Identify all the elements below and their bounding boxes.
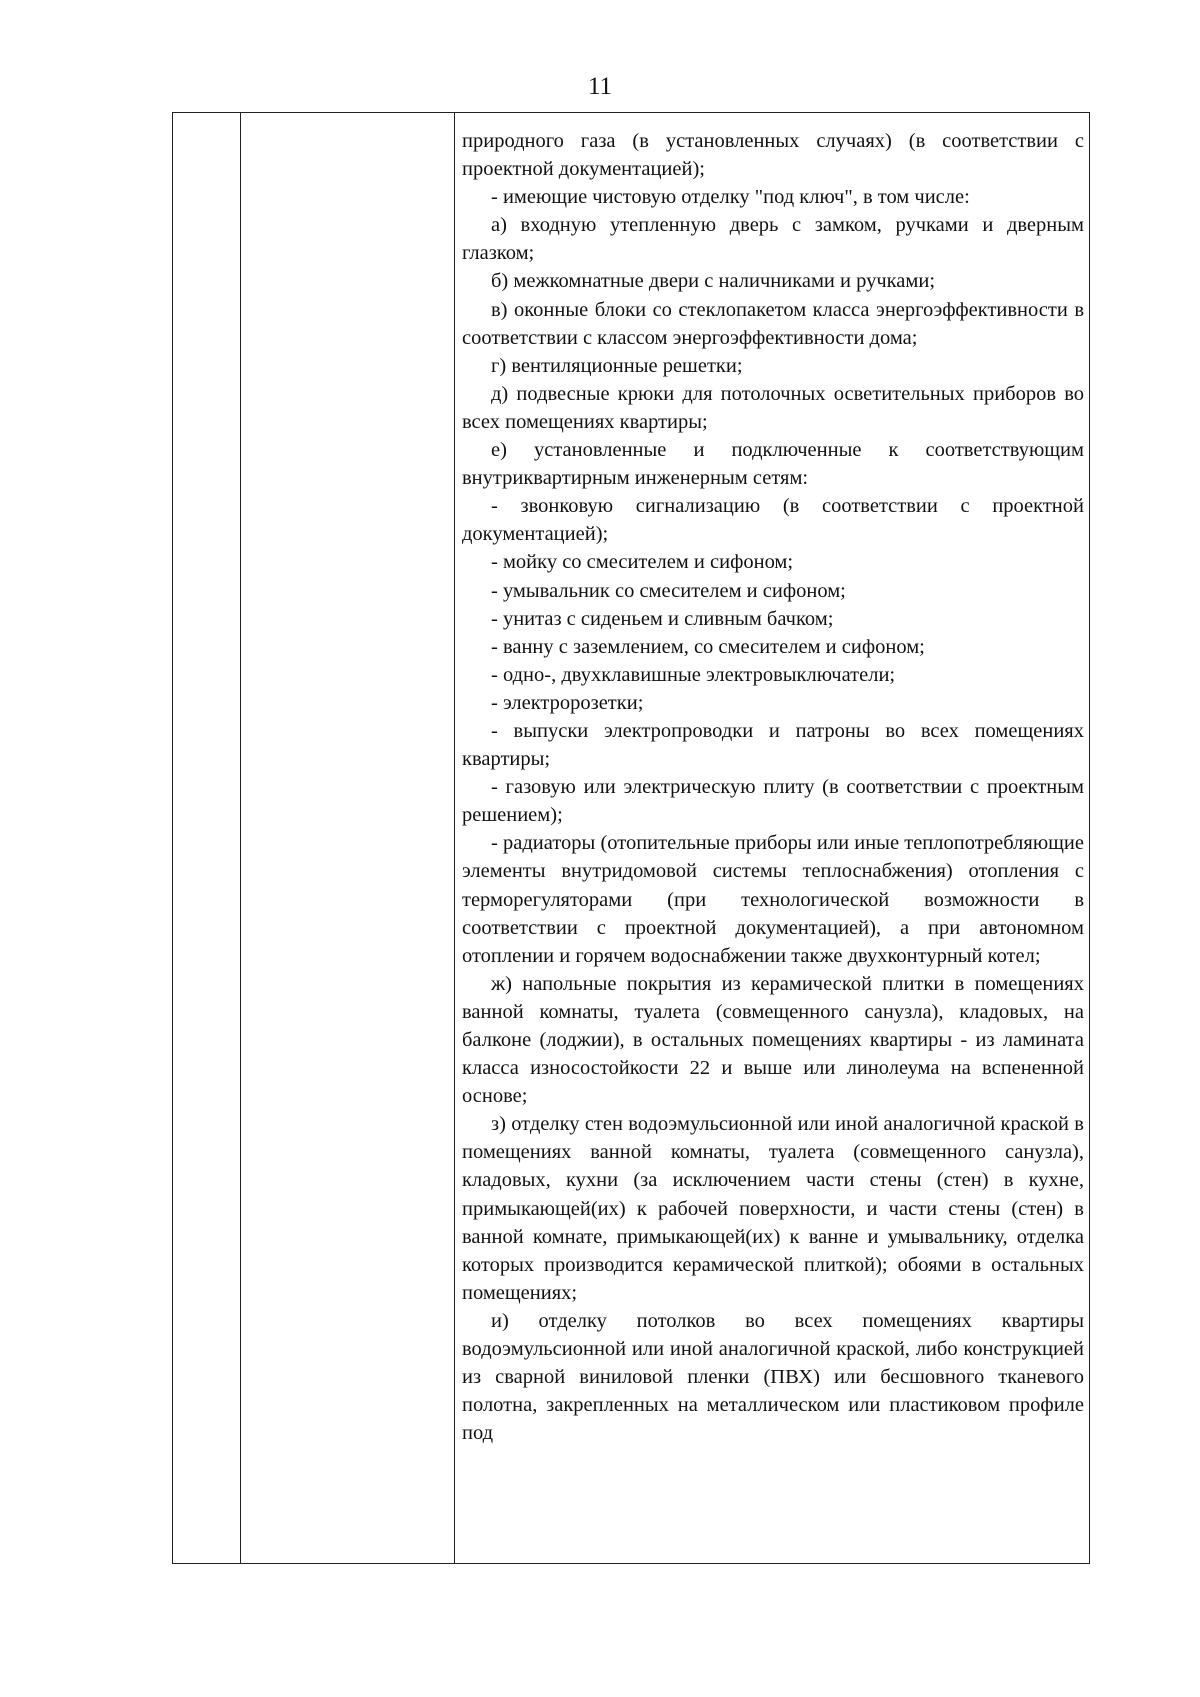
requirement-paragraph: а) входную утепленную дверь с замком, ручками и дверным глазком;	[462, 214, 1084, 265]
requirement-paragraph: з) отделку стен водоэмульсионной или иной аналогичной краской в помещениях ванной комнаты, туалета (совмещенного санузла), кладовых, кухни (за исключением части стены (стен) в кухне, примыкающей(их) к рабочей поверхности, и части стены (стен) в ванной комнате, примыкающей(их) к ванне и умывальнику, отделка которых производится керамической плиткой); обоями в остальных помещениях;	[462, 1113, 1084, 1304]
requirement-paragraph: - мойку со смесителем и сифоном;	[491, 551, 794, 574]
requirement-paragraph: - умывальник со смесителем и сифоном;	[491, 579, 846, 602]
table-cell-name	[241, 113, 455, 1564]
table-cell-number	[173, 113, 241, 1564]
table-row	[173, 113, 1090, 1564]
requirements-text	[455, 113, 1089, 1447]
document-table	[172, 112, 1090, 1564]
requirement-paragraph: б) межкомнатные двери с наличниками и ручками;	[491, 270, 936, 293]
table-cell-requirements	[455, 113, 1090, 1564]
requirement-paragraph: - имеющие чистовую отделку "под ключ", в том числе:	[491, 186, 970, 209]
requirement-paragraph: ж) напольные покрытия из керамической плитки в помещениях ванной комнаты, туалета (совмещенного санузла), кладовых, на балконе (лоджии), в остальных помещениях квартиры - из ламината класса износостойкости 22 и выше или линолеума на вспененной основе;	[462, 972, 1084, 1108]
requirement-paragraph: е) установленные и подключенные к соответствующим внутриквартирным инженерным сетям:	[462, 439, 1084, 490]
requirement-paragraph: - радиаторы (отопительные приборы или иные теплопотребляющие элементы внутридомовой системы теплоснабжения) отопления с терморегуляторами (при технологической возможности в соответствии с проектной документацией), а при автономном отоплении и горячем водоснабжении также двухконтурный котел;	[462, 832, 1084, 967]
requirement-paragraph: - звонковую сигнализацию (в соответствии с проектной документацией);	[462, 495, 1084, 546]
requirement-paragraph: - унитаз с сиденьем и сливным бачком;	[491, 607, 834, 630]
requirement-paragraph: природного газа (в установленных случаях) (в соответствии с проектной документацией);	[462, 130, 1084, 181]
requirement-paragraph: в) оконные блоки со стеклопакетом класса энергоэффективности в соответствии с классом энергоэффективности дома;	[462, 298, 1084, 349]
requirement-paragraph: - ванну с заземлением, со смесителем и сифоном;	[491, 635, 925, 658]
requirement-paragraph: - выпуски электропроводки и патроны во всех помещениях квартиры;	[462, 719, 1084, 771]
requirement-paragraph: - одно-, двухклавишные электровыключатели;	[491, 663, 896, 686]
page-number: 11	[587, 73, 613, 100]
requirement-paragraph: - газовую или электрическую плиту (в соответствии с проектным решением);	[462, 776, 1084, 827]
requirement-paragraph: - электророзетки;	[491, 691, 644, 714]
requirement-paragraph: и) отделку потолков во всех помещениях квартиры водоэмульсионной или иной аналогичной краской, либо конструкцией из сварной виниловой пленки (ПВХ) или бесшовного тканевого полотна, закрепленных на металлическом или пластиковом профиле под	[462, 1309, 1084, 1445]
requirement-paragraph: д) подвесные крюки для потолочных осветительных приборов во всех помещениях квартиры;	[462, 382, 1084, 433]
requirement-paragraph: г) вентиляционные решетки;	[491, 354, 743, 377]
